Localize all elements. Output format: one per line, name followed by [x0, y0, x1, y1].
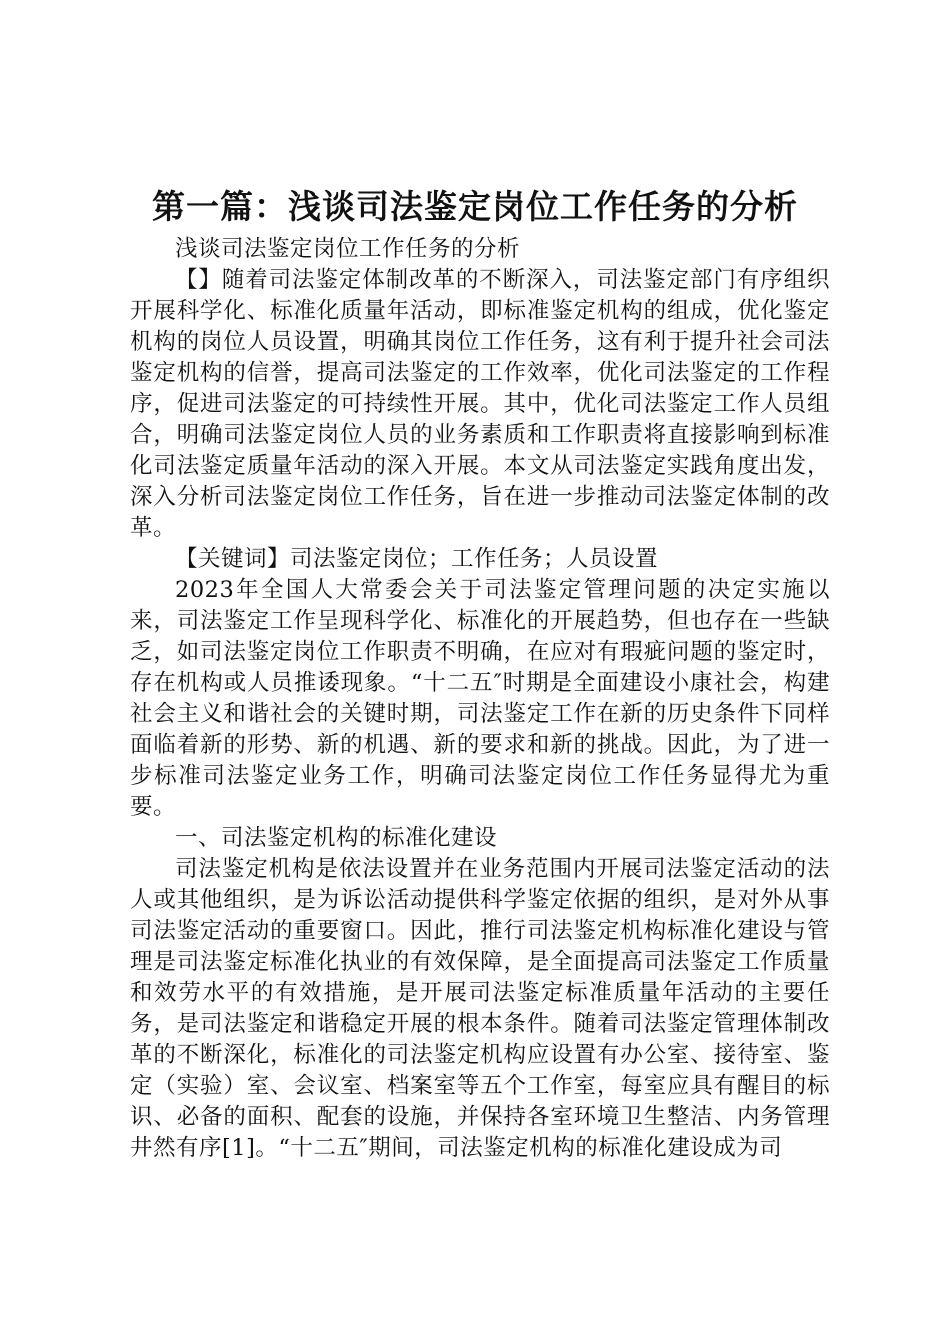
intro-paragraph: 2023年全国人大常委会关于司法鉴定管理问题的决定实施以来，司法鉴定工作呈现科学化、标准化的开展趋势，但也存在一些缺乏，如司法鉴定岗位工作职责不明确，在应对有瑕疵问题的鉴定时，存在机构或人员推诿现象。“十二五″时期是全面建设小康社会，构建社会主义和谐社会的关键时期，司法鉴定工作在新的历史条件下同样面临着新的形势、新的机遇、新的要求和新的挑战。因此，为了进一步标准司法鉴定业务工作，明确司法鉴定岗位工作任务显得尤为重要。 — [130, 577, 830, 820]
keywords-paragraph: 【关键词】司法鉴定岗位；工作任务；人员设置 — [175, 546, 659, 572]
abstract-paragraph: 【】随着司法鉴定体制改革的不断深入，司法鉴定部门有序组织开展科学化、标准化质量年活动，即标准鉴定机构的组成，优化鉴定机构的岗位人员设置，明确其岗位工作任务，这有利于提升社会司法鉴定机构的信誉，提高司法鉴定的工作效率，优化司法鉴定的工作程序，促进司法鉴定的可持续性开展。其中，优化司法鉴定工作人员组合，明确司法鉴定岗位人员的业务素质和工作职责将直接影响到标准化司法鉴定质量年活动的深入开展。本文从司法鉴定实践角度出发，深入分析司法鉴定岗位工作任务，旨在进一步推动司法鉴定体制的改革。 — [130, 267, 830, 541]
section-heading: 一、司法鉴定机构的标准化建设 — [175, 825, 498, 851]
document-body — [130, 234, 830, 1164]
document-title: 第一篇：浅谈司法鉴定岗位工作任务的分析 — [152, 187, 798, 226]
subtitle-paragraph: 浅谈司法鉴定岗位工作任务的分析 — [175, 236, 521, 262]
section-paragraph: 司法鉴定机构是依法设置并在业务范围内开展司法鉴定活动的法人或其他组织，是为诉讼活动提供科学鉴定依据的组织，是对外从事司法鉴定活动的重要窗口。因此，推行司法鉴定机构标准化建设与管理是司法鉴定标准化执业的有效保障，是全面提高司法鉴定工作质量和效劳水平的有效措施，是开展司法鉴定标准质量年活动的主要任务，是司法鉴定和谐稳定开展的根本条件。随着司法鉴定管理体制改革的不断深化，标准化的司法鉴定机构应设置有办公室、接待室、鉴定（实验）室、会议室、档案室等五个工作室，每室应具有醒目的标识、必备的面积、配套的设施，并保持各室环境卫生整洁、内务管理井然有序[1]。“十二五″期间，司法鉴定机构的标准化建设成为司 — [130, 856, 830, 1161]
